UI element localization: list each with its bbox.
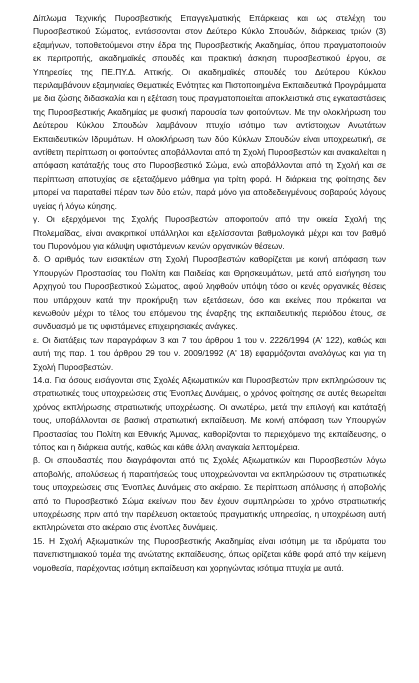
paragraph-gamma-graduates: γ. Οι εξερχόμενοι της Σχολής Πυροσβεστών αποφοιτούν από την οικεία Σχολή της Πτολεμαΐδας, είναι ανακριτικοί υπάλληλοι και εξελίσσονται βαθμολογικά μέχρι και τον βαθμό του Πυρονόμου για κάλυψη υφιστάμενων κενών οργανικών θέσεων. [33, 214, 386, 251]
paragraph-14a-military-service: 14.α. Για όσους εισάγονται στις Σχολές Αξιωματικών και Πυροσβεστών πριν εκπληρώσουν τις στρατιωτικές τους υποχρεώσεις στις Ένοπλες Δυνάμεις, ο χρόνος φοίτησης σε αυτές θεωρείται χρόνος εκπλήρωσης στρατιωτικής υποχρέωσης. Οι ανωτέρω, μετά την επιλογή και κατάταξή τους, υποβάλλονται σε βασική στρατιωτική εκπαίδευση. Με κοινή απόφαση των Υπουργών Προστασίας του Πολίτη και Εθνικής Άμυνας, καθορίζονται το περιεχόμενο της εκπαίδευσης, ο τόπος και η διάρκεια αυτής, καθώς και κάθε άλλη αναγκαία λεπτομέρεια. [33, 374, 386, 452]
paragraph-14b-expelled-students: β. Οι σπουδαστές που διαγράφονται από τις Σχολές Αξιωματικών και Πυροσβεστών λόγω αποβολής, απολύσεως ή παραιτήσεώς τους υποχρεώνονται να εκπληρώσουν τις στρατιωτικές τους υποχρεώσεις στις Ένοπλες Δυνάμεις στο ακέραιο. Σε περίπτωση απόλυσης ή αποβολής από το Πυροσβεστικό Σώμα εκείνων που δεν έχουν συμπληρώσει το χρόνο στρατιωτικής υποχρέωσης πριν από την παρέλευση οκταετούς πραγματικής υπηρεσίας, η υποχρέωση αυτή εκπληρώνεται στο ακέραιο στις ένοπλες δυνάμεις. [33, 455, 386, 533]
paragraph-diploma-second-cycle: Δίπλωμα Τεχνικής Πυροσβεστικής Επαγγελματικής Επάρκειας και ως στελέχη του Πυροσβεστικού Σώματος, εντάσσονται στον Δεύτερο Κύκλο Σπουδών, διάρκειας τριών (3) εξαμήνων, τοποθετούμενοι στην έδρα της Πυροσβεστικής Ακαδημίας, όπου πραγματοποιούν εκ περιτροπής, ακαδημαϊκές σπουδές και πρακτική άσκηση πυροσβεστικού έργου, σε Υπηρεσίες της ΠΕ.ΠΥ.Δ. Αττικής. Οι ακαδημαϊκές σπουδές του Δεύτερου Κύκλου περιλαμβάνουν εξαμηνιαίες Θεματικές Ενότητες και Πιστοποιημένα Εκπαιδευτικά Προγράμματα με δια ζώσης διδασκαλία και η εξέταση τους πραγματοποιείται αποκλειστικά στις εγκαταστάσεις της Πυροσβεστικής Ακαδημίας με φυσική παρουσία των φοιτούντων. Με την ολοκλήρωση του Δεύτερου Κύκλου Σπουδών λαμβάνουν πτυχίο ισότιμο των αντίστοιχων Ανωτάτων Εκπαιδευτικών Ιδρυμάτων. Η ολοκλήρωση των δύο Κύκλων Σπουδών είναι υποχρεωτική, σε αντίθετη περίπτωση οι φοιτούντες αποβάλλονται από τη Σχολή Πυροσβεστών και ανακαλείται η απόφαση κατάταξής τους στο Πυροσβεστικό Σώμα, ενώ αποβάλλονται από τη Σχολή και σε περίπτωση αποτυχίας σε εξεταζόμενο μάθημα για τρίτη φορά. Η διάρκεια της φοίτησης δεν μπορεί να παραταθεί πέραν των δύο ετών, παρά μόνο για αποδεδειγμένους σοβαρούς λόγους υγείας ή λόγω κύησης. [33, 13, 386, 211]
paragraph-delta-admissions: δ. Ο αριθμός των εισακτέων στη Σχολή Πυροσβεστών καθορίζεται με κοινή απόφαση των Υπουργών Προστασίας του Πολίτη και Παιδείας και Θρησκευμάτων, μετά από εισήγηση του Αρχηγού του Πυροσβεστικού Σώματος, αφού ληφθούν υπόψη τόσο οι κενές οργανικές θέσεις που υπάρχουν κατά την προκήρυξη των εξετάσεων, όσο και εκείνες που πρόκειται να κενωθούν μέχρι το τέλος του επόμενου της έναρξης της εκπαιδευτικής περιόδου έτους, σε συνδυασμό με τις υφιστάμενες επιχειρησιακές ανάγκες. [33, 254, 386, 332]
paragraph-15-equivalence: 15. Η Σχολή Αξιωματικών της Πυροσβεστικής Ακαδημίας είναι ισότιμη με τα ιδρύματα του πανεπιστημιακού τομέα της ανώτατης εκπαίδευσης, όπως ορίζεται κάθε φορά από την κείμενη νομοθεσία, παρέχοντας ισότιμη εκπαίδευση και χορηγώντας ισότιμα πτυχία με αυτά. [33, 535, 386, 573]
paragraph-epsilon-provisions: ε. Οι διατάξεις των παραγράφων 3 και 7 του άρθρου 1 του ν. 2226/1994 (Α' 122), καθώς και αυτή της παρ. 1 του άρθρου 29 του ν. 2009/1992 (Α' 18) εφαρμόζονται αναλόγως και για τη Σχολή Πυροσβεστών. [33, 334, 386, 372]
document-page [33, 12, 386, 575]
